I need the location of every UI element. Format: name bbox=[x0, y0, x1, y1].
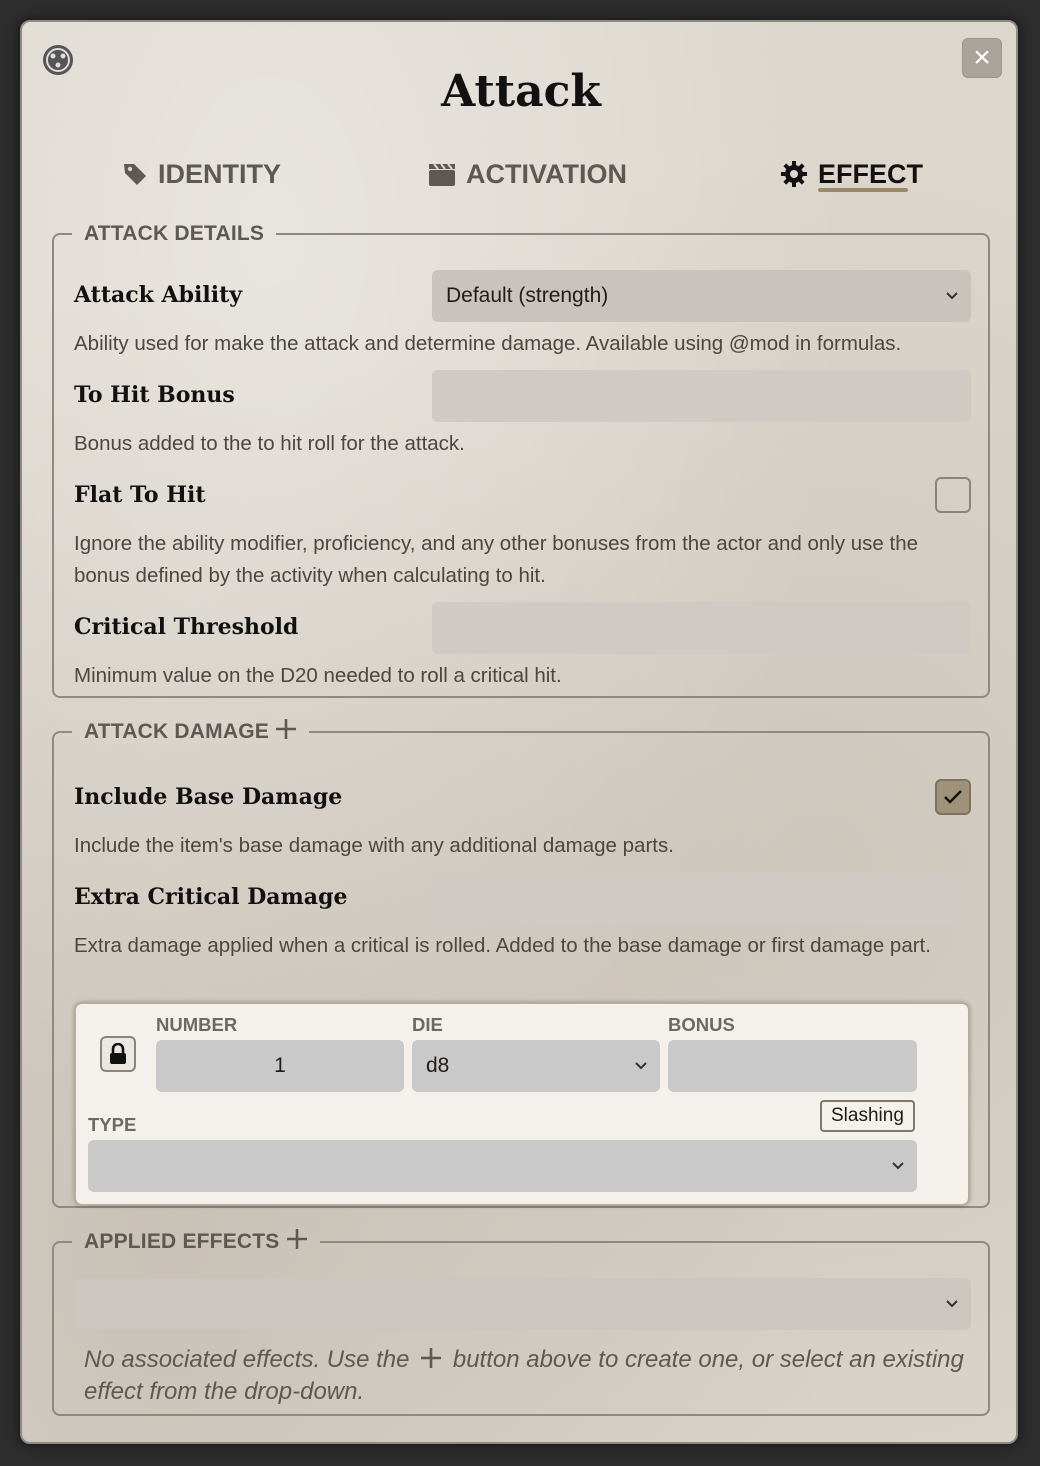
plus-icon bbox=[420, 1347, 442, 1369]
die-select[interactable] bbox=[412, 1040, 660, 1092]
checkmark-icon bbox=[943, 788, 963, 806]
attack-ability-value: Default (strength) bbox=[446, 284, 609, 307]
number-label: NUMBER bbox=[156, 1014, 238, 1035]
attack-damage-legend-text: ATTACK DAMAGE bbox=[84, 720, 269, 743]
include-base-damage-checkbox[interactable] bbox=[935, 779, 971, 815]
add-effect-button[interactable] bbox=[286, 1228, 308, 1256]
attack-details-body bbox=[54, 246, 988, 696]
extra-critical-damage-label: Extra Critical Damage bbox=[74, 884, 348, 910]
number-input[interactable] bbox=[156, 1040, 404, 1092]
critical-threshold-label: Critical Threshold bbox=[74, 614, 299, 640]
chevron-down-icon bbox=[945, 290, 959, 302]
damage-type-tag-label: Slashing bbox=[831, 1105, 904, 1126]
tab-identity[interactable] bbox=[122, 154, 281, 194]
tag-icon bbox=[122, 161, 148, 187]
damage-type-tag[interactable] bbox=[820, 1100, 915, 1132]
add-damage-button[interactable] bbox=[275, 718, 297, 746]
tab-activation[interactable] bbox=[428, 154, 627, 194]
type-select[interactable] bbox=[88, 1140, 917, 1192]
critical-threshold-hint: Minimum value on the D20 needed to roll a critical hit. bbox=[74, 664, 562, 687]
attack-ability-hint: Ability used for make the attack and determine damage. Available using @mod in formulas. bbox=[74, 332, 902, 355]
to-hit-bonus-hint: Bonus added to the to hit roll for the attack. bbox=[74, 432, 465, 455]
critical-threshold-input[interactable] bbox=[432, 602, 971, 654]
applied-effects-select[interactable] bbox=[74, 1278, 971, 1330]
type-label: TYPE bbox=[88, 1114, 137, 1135]
window-title: Attack bbox=[441, 66, 601, 117]
die-label: DIE bbox=[412, 1014, 443, 1035]
active-tab-indicator bbox=[818, 188, 908, 192]
no-effects-note bbox=[84, 1344, 964, 1408]
chevron-down-icon bbox=[945, 1298, 959, 1310]
to-hit-bonus-input[interactable] bbox=[432, 370, 971, 422]
flat-to-hit-label: Flat To Hit bbox=[74, 482, 206, 508]
attack-config-window bbox=[20, 20, 1018, 1444]
applied-effects-group bbox=[52, 1228, 990, 1416]
attack-details-legend bbox=[72, 222, 276, 246]
plus-icon bbox=[275, 718, 297, 740]
bonus-input[interactable] bbox=[668, 1040, 917, 1092]
chevron-down-icon bbox=[891, 1160, 905, 1172]
include-base-damage-hint: Include the item's base damage with any additional damage parts. bbox=[74, 834, 674, 857]
clapperboard-icon bbox=[428, 161, 456, 187]
close-icon: × bbox=[973, 41, 991, 74]
attack-details-group bbox=[52, 222, 990, 698]
damage-part-card bbox=[74, 1002, 970, 1206]
applied-effects-legend-text: APPLIED EFFECTS bbox=[84, 1230, 280, 1253]
gear-icon bbox=[780, 160, 808, 188]
flat-to-hit-checkbox[interactable] bbox=[935, 477, 971, 513]
applied-effects-body bbox=[54, 1256, 988, 1414]
no-effects-note-end: button above to create one, or select an existing effect from the drop-down. bbox=[84, 1346, 964, 1405]
plus-icon bbox=[286, 1228, 308, 1250]
attack-details-legend-text: ATTACK DETAILS bbox=[84, 222, 265, 245]
number-value: 1 bbox=[274, 1054, 286, 1077]
tab-effect-label: EFFECT bbox=[818, 158, 923, 189]
lock-button[interactable] bbox=[100, 1036, 136, 1072]
flat-to-hit-hint: Ignore the ability modifier, proficiency, and any other bonuses from the actor and only use the bonus defined by the activity when calculating to hit. bbox=[74, 532, 919, 587]
attack-ability-label: Attack Ability bbox=[74, 282, 243, 308]
attack-damage-group bbox=[52, 718, 990, 1208]
tab-identity-label: IDENTITY bbox=[158, 158, 282, 189]
include-base-damage-label: Include Base Damage bbox=[74, 784, 343, 810]
applied-effects-legend bbox=[72, 1228, 320, 1256]
bonus-label: BONUS bbox=[668, 1014, 735, 1035]
die-value: d8 bbox=[426, 1054, 450, 1077]
extra-critical-damage-input[interactable] bbox=[432, 872, 971, 924]
extra-critical-damage-hint: Extra damage applied when a critical is rolled. Added to the base damage or first damage part. bbox=[74, 934, 931, 957]
chevron-down-icon bbox=[634, 1060, 648, 1072]
lock-icon bbox=[108, 1043, 128, 1065]
no-effects-note-start: No associated effects. Use the bbox=[84, 1346, 410, 1373]
tab-activation-label: ACTIVATION bbox=[466, 158, 627, 189]
attack-damage-body bbox=[54, 746, 988, 1206]
to-hit-bonus-label: To Hit Bonus bbox=[74, 382, 235, 408]
attack-ability-select[interactable] bbox=[432, 270, 971, 322]
attack-damage-legend bbox=[72, 718, 309, 746]
